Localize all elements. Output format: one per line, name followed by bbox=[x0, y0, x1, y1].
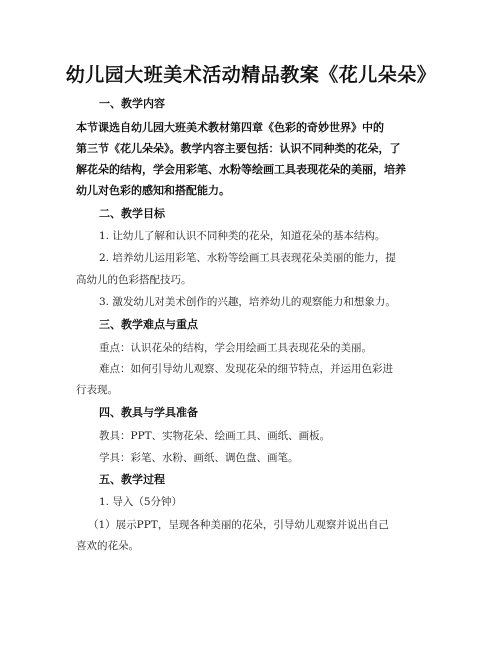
content-line: 本节课选自幼儿园大班美术教材第四章《色彩的奇妙世界》中的 bbox=[76, 121, 384, 134]
learning-aids-text: 学具：彩笔、水粉、画纸、调色盘、画笔。 bbox=[99, 452, 299, 464]
process-step-1-detail: （1）展示PPT，呈现各种美丽的花朵，引导幼儿观察并说出自己 bbox=[88, 519, 389, 531]
key-point-text: 重点：认识花朵的结构，学会用绘画工具表现花朵的美丽。 bbox=[99, 342, 372, 354]
difficult-point-continued: 行表现。 bbox=[76, 384, 118, 396]
section-heading-process: 五、教学过程 bbox=[99, 473, 165, 486]
content-paragraph bbox=[76, 117, 426, 201]
objective-item-2: 2. 培养幼儿运用彩笔、水粉等绘画工具表现花朵美丽的能力，提 bbox=[99, 252, 396, 264]
section-heading-materials: 四、教具与学具准备 bbox=[99, 406, 198, 419]
process-step-1-detail-continued: 喜欢的花朵。 bbox=[76, 540, 139, 552]
content-line: 第三节《花儿朵朵》。教学内容主要包括：认识不同种类的花朵，了 bbox=[76, 142, 401, 155]
teaching-aids-text: 教具：PPT、实物花朵、绘画工具、画纸、画板。 bbox=[99, 430, 331, 442]
section-heading-key-points: 三、教学难点与重点 bbox=[99, 318, 198, 331]
difficult-point-text: 难点：如何引导幼儿观察、发现花朵的细节特点，并运用色彩进 bbox=[99, 363, 393, 375]
content-line: 幼儿对色彩的感知和搭配能力。 bbox=[76, 184, 230, 197]
objective-item-2-continued: 高幼儿的色彩搭配技巧。 bbox=[76, 274, 192, 286]
objective-item-3: 3. 激发幼儿对美术创作的兴趣，培养幼儿的观察能力和想象力。 bbox=[99, 296, 396, 308]
objective-item-1: 1. 让幼儿了解和认识不同种类的花朵，知道花朵的基本结构。 bbox=[99, 230, 386, 242]
document-title: 幼儿园大班美术活动精品教案《花儿朵朵》 bbox=[65, 64, 437, 86]
section-heading-objectives: 二、教学目标 bbox=[99, 207, 165, 220]
content-line: 解花朵的结构，学会用彩笔、水粉等绘画工具表现花朵的美丽，培养 bbox=[76, 163, 406, 176]
section-heading-content: 一、教学内容 bbox=[99, 97, 165, 110]
process-step-1: 1. 导入（5分钟） bbox=[99, 496, 183, 508]
